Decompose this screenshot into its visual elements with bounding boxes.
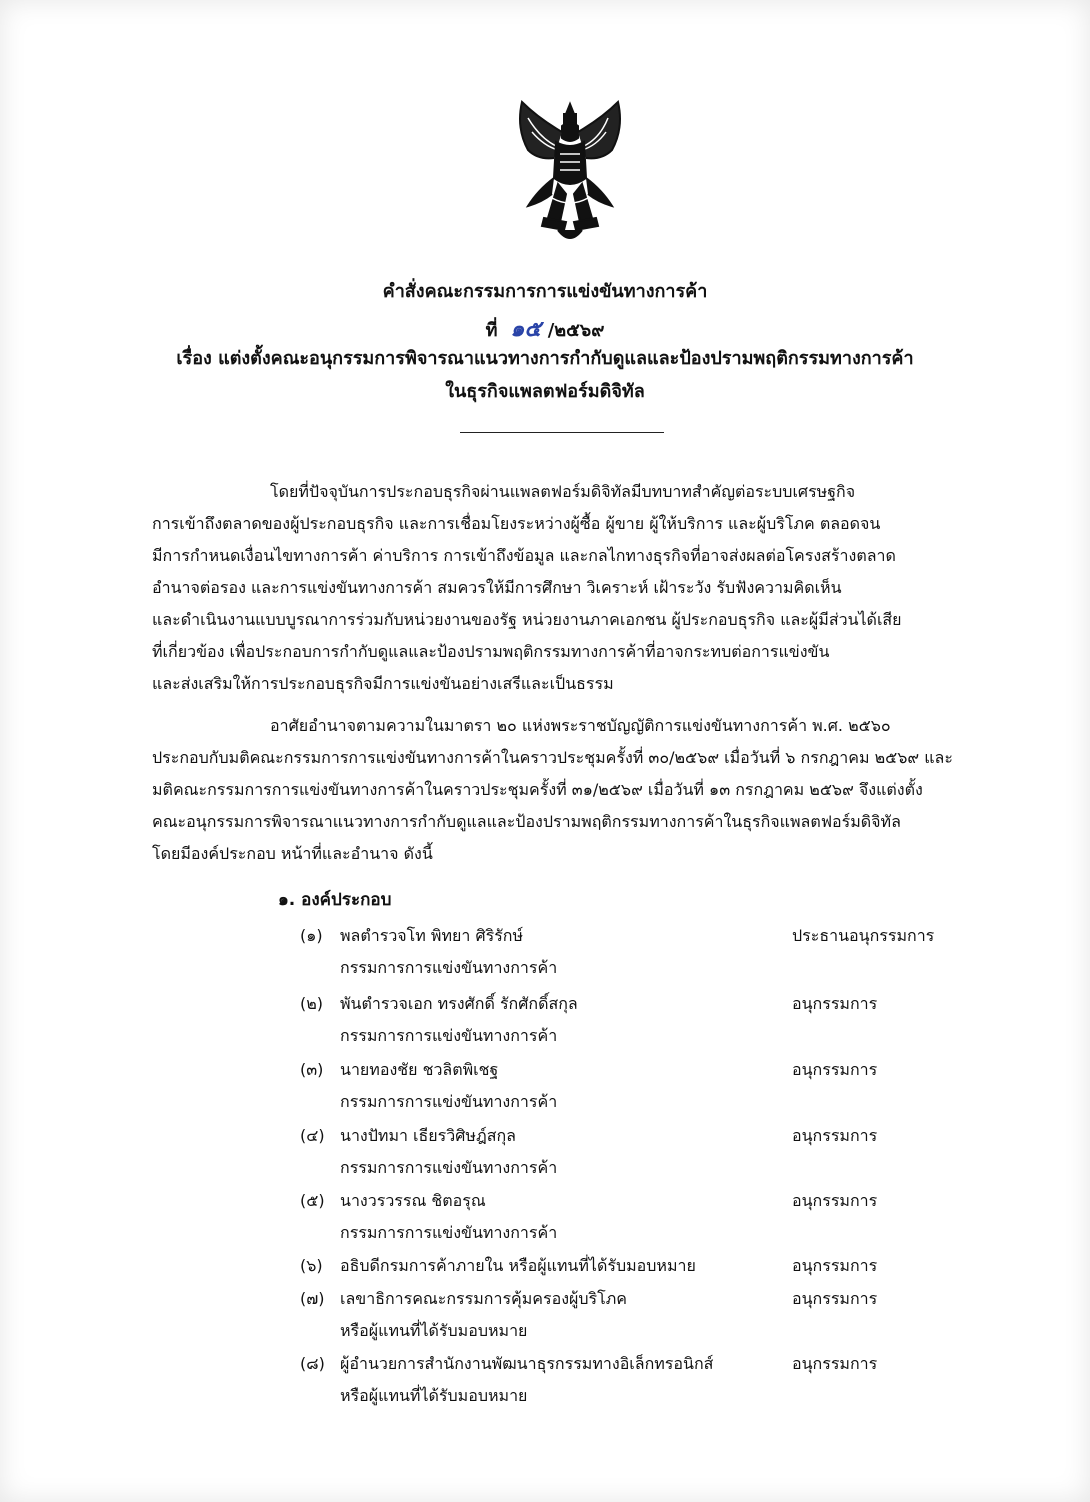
member-name: นางวรวรรณ ชิตอรุณ (340, 1191, 486, 1210)
member-role: อนุกรรมการ (792, 1354, 878, 1373)
order-number-prefix: ที่ (485, 320, 498, 341)
member-role: อนุกรรมการ (792, 994, 878, 1013)
member-row (300, 1250, 960, 1282)
order-number (0, 315, 1090, 345)
member-name: เลขาธิการคณะกรรมการคุ้มครองผู้บริโภค (340, 1289, 627, 1308)
paragraph-1-line: โดยที่ปัจจุบันการประกอบธุรกิจผ่านแพลตฟอร์มดิจิทัลมีบทบาทสำคัญต่อระบบเศรษฐกิจ (270, 482, 856, 501)
member-name: พลตำรวจโท พิทยา ศิริรักษ์ (340, 926, 524, 945)
paragraph-1-line: การเข้าถึงตลาดของผู้ประกอบธุรกิจ และการเชื่อมโยงระหว่างผู้ซื้อ ผู้ขาย ผู้ให้บริการ และผู้บริโภค ตลอดจน (152, 514, 881, 533)
member-role: ประธานอนุกรรมการ (792, 926, 935, 945)
member-position: หรือผู้แทนที่ได้รับมอบหมาย (340, 1386, 528, 1405)
paragraph-2-line: ประกอบกับมติคณะกรรมการการแข่งขันทางการค้าในคราวประชุมครั้งที่ ๓๐/๒๕๖๙ เมื่อวันที่ ๖ กรกฎาคม ๒๕๖๙ และ (152, 748, 953, 767)
paragraph-2-line: โดยมีองค์ประกอบ หน้าที่และอำนาจ ดังนี้ (152, 844, 433, 863)
paragraph-1-line: และดำเนินงานแบบบูรณาการร่วมกับหน่วยงานของรัฐ หน่วยงานภาคเอกชน ผู้ประกอบธุรกิจ และผู้มีส่วนได้เสีย (152, 610, 902, 629)
paragraph-1-line: อำนาจต่อรอง และการแข่งขันทางการค้า สมควรให้มีการศึกษา วิเคราะห์ เฝ้าระวัง รับฟังความคิดเห็น (152, 578, 842, 597)
member-position: กรรมการการแข่งขันทางการค้า (340, 1026, 558, 1045)
member-role: อนุกรรมการ (792, 1256, 878, 1275)
member-position: หรือผู้แทนที่ได้รับมอบหมาย (340, 1321, 528, 1340)
member-role: อนุกรรมการ (792, 1126, 878, 1145)
member-name: อธิบดีกรมการค้าภายใน หรือผู้แทนที่ได้รับมอบหมาย (340, 1256, 696, 1275)
member-name: นายทองชัย ชวลิตพิเชฐ (340, 1060, 499, 1079)
member-number: (๘) (300, 1354, 325, 1373)
paragraph-2-line: อาศัยอำนาจตามความในมาตรา ๒๐ แห่งพระราชบัญญัติการแข่งขันทางการค้า พ.ศ. ๒๕๖๐ (270, 716, 891, 735)
section-1-heading: ๑. องค์ประกอบ (278, 890, 392, 910)
order-subject-line-1: เรื่อง แต่งตั้งคณะอนุกรรมการพิจารณาแนวทางการกำกับดูแลและป้องปรามพฤติกรรมทางการค้า (176, 348, 914, 369)
member-number: (๖) (300, 1256, 323, 1275)
garuda-emblem-icon (508, 98, 632, 248)
member-name: ผู้อำนวยการสำนักงานพัฒนาธุรกรรมทางอิเล็กทรอนิกส์ (340, 1354, 714, 1373)
member-row (300, 1054, 960, 1114)
member-role: อนุกรรมการ (792, 1289, 878, 1308)
member-role: อนุกรรมการ (792, 1191, 878, 1210)
member-number: (๗) (300, 1289, 325, 1308)
member-row (300, 1283, 960, 1343)
member-position: กรรมการการแข่งขันทางการค้า (340, 1092, 558, 1111)
paragraph-1-line: มีการกำหนดเงื่อนไขทางการค้า ค่าบริการ การเข้าถึงข้อมูล และกลไกทางธุรกิจที่อาจส่งผลต่อโครงสร้างตลาด (152, 546, 896, 565)
member-name: นางปัทมา เธียรวิศิษฎ์สกุล (340, 1126, 516, 1145)
member-position: กรรมการการแข่งขันทางการค้า (340, 1223, 558, 1242)
order-number-year: /๒๕๖๙ (547, 320, 605, 341)
paragraph-2-line: มติคณะกรรมการการแข่งขันทางการค้าในคราวประชุมครั้งที่ ๓๑/๒๕๖๙ เมื่อวันที่ ๑๓ กรกฎาคม ๒๕๖๙ จึงแต่งตั้ง (152, 780, 923, 799)
member-number: (๒) (300, 994, 324, 1013)
member-row (300, 1348, 960, 1408)
member-row (300, 1120, 960, 1180)
member-number: (๔) (300, 1126, 325, 1145)
member-row (300, 920, 960, 980)
member-row (300, 1185, 960, 1245)
member-position: กรรมการการแข่งขันทางการค้า (340, 958, 558, 977)
member-number: (๕) (300, 1191, 325, 1210)
member-number: (๑) (300, 926, 323, 945)
order-number-handwritten: ๑๕ (510, 316, 542, 342)
header-divider (460, 432, 664, 433)
paragraph-1-line: และส่งเสริมให้การประกอบธุรกิจมีการแข่งขันอย่างเสรีและเป็นธรรม (152, 674, 614, 693)
order-title: คำสั่งคณะกรรมการการแข่งขันทางการค้า (382, 281, 708, 302)
paragraph-1-line: ที่เกี่ยวข้อง เพื่อประกอบการกำกับดูแลและป้องปรามพฤติกรรมทางการค้าที่อาจกระทบต่อการแข่งขัน (152, 642, 830, 661)
paragraph-2-line: คณะอนุกรรมการพิจารณาแนวทางการกำกับดูแลและป้องปรามพฤติกรรมทางการค้าในธุรกิจแพลตฟอร์มดิจิทัล (152, 812, 901, 831)
order-subject-line-2: ในธุรกิจแพลตฟอร์มดิจิทัล (445, 381, 645, 402)
member-number: (๓) (300, 1060, 324, 1079)
member-role: อนุกรรมการ (792, 1060, 878, 1079)
member-position: กรรมการการแข่งขันทางการค้า (340, 1158, 558, 1177)
member-row (300, 988, 960, 1048)
member-name: พันตำรวจเอก ทรงศักดิ์ รักศักดิ์สกุล (340, 994, 578, 1013)
